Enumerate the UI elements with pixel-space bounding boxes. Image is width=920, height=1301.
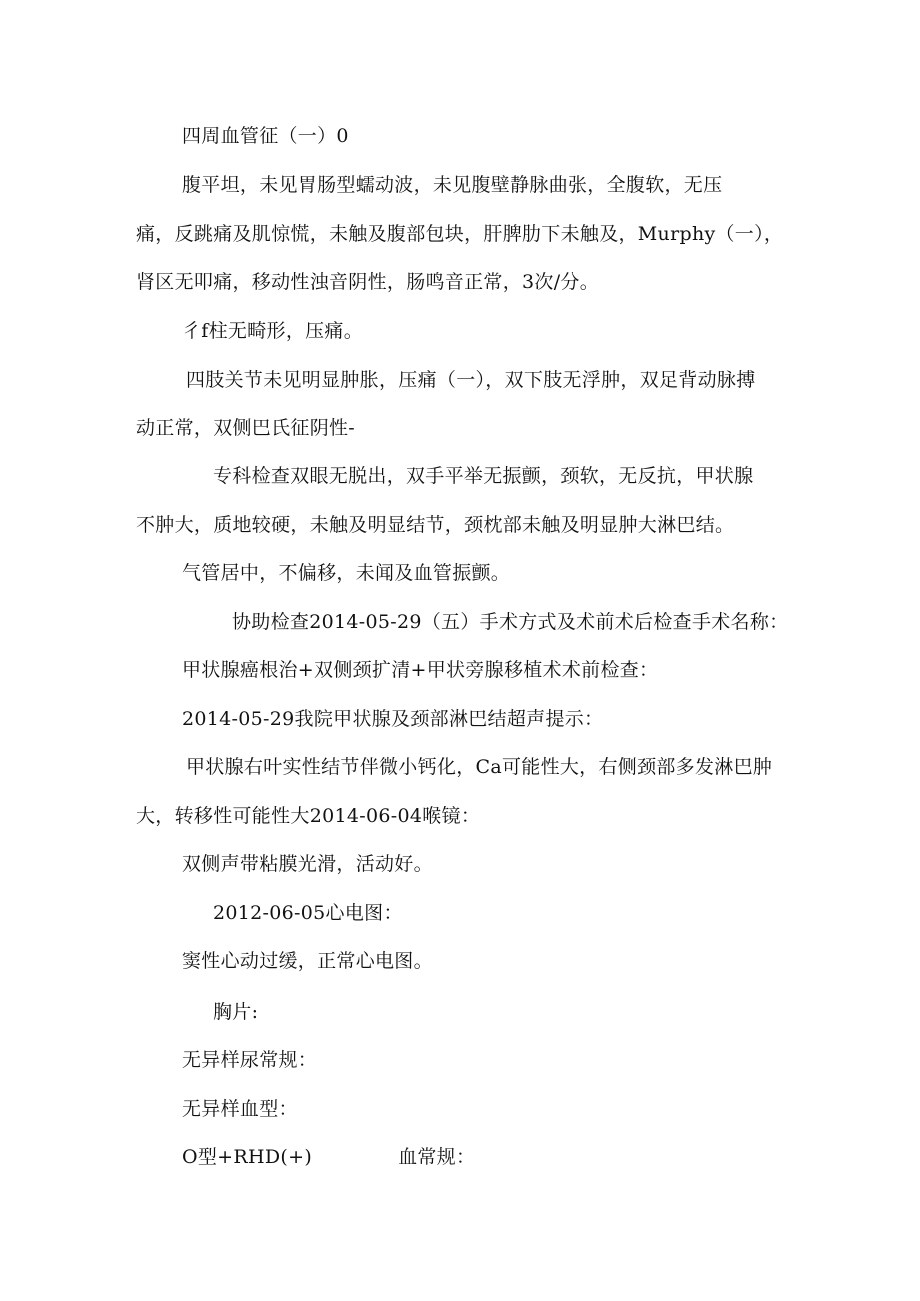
blood-routine-label: 血常规：	[398, 1146, 476, 1168]
text-line-abdomen-3: 肾区无叩痛，移动性浊音阴性，肠鸣音正常，3次/分。	[136, 271, 599, 293]
text-line-assist-exam: 协助检查2014-05-29（五）手术方式及术前术后检查手术名称：	[232, 611, 789, 633]
text-line-blood-type: 无异样血型：	[182, 1098, 298, 1120]
text-line-ultrasound-title: 2014-05-29我院甲状腺及颈部淋巴结超声提示：	[182, 708, 604, 730]
text-line-specialty-2: 不肿大，质地较硬，未触及明显结节，颈枕部未触及明显肿大淋巴结。	[136, 514, 735, 536]
text-line-specialty-1: 专科检查双眼无脱出，双手平举无振颤，颈软，无反抗，甲状腺	[213, 465, 754, 487]
text-line-ecg-result: 窦性心动过缓，正常心电图。	[182, 950, 433, 972]
text-line-abdomen-2: 痛，反跳痛及肌惊慌，未触及腹部包块，肝脾肋下未触及，Murphy（一），	[136, 223, 784, 245]
text-line-limbs-1: 四肢关节未见明显肿胀，压痛（一），双下肢无浮肿，双足背动脉搏	[186, 369, 756, 391]
text-line-final	[182, 1145, 475, 1169]
text-line-ultrasound-2: 大，转移性可能性大2014-06-04喉镜：	[136, 805, 481, 827]
text-line-chest-film: 胸片:	[213, 1001, 259, 1023]
text-line-abdomen-1: 腹平坦，未见胃肠型蠕动波，未见腹壁静脉曲张，全腹软，无压	[182, 174, 723, 196]
text-line-trachea: 气管居中，不偏移，未闻及血管振颤。	[182, 562, 511, 584]
text-line-vascular-sign: 四周血管征（一）0	[182, 125, 349, 147]
text-line-ultrasound-1: 甲状腺右叶实性结节伴微小钙化，Ca可能性大，右侧颈部多发淋巴肿	[186, 756, 773, 778]
text-line-spine: 彳f柱无畸形，压痛。	[182, 320, 364, 342]
text-line-laryngoscope: 双侧声带粘膜光滑，活动好。	[182, 853, 433, 875]
text-line-surgery-name: 甲状腺癌根治+双侧颈扩清+甲状旁腺移植术术前检查：	[182, 659, 659, 681]
blood-type-result: O型+RHD(+)	[182, 1146, 313, 1168]
text-line-urine: 无异样尿常规：	[182, 1049, 318, 1071]
text-line-ecg-title: 2012-06-05心电图：	[213, 902, 403, 924]
text-line-limbs-2: 动正常，双侧巴氏征阴性-	[136, 417, 356, 439]
